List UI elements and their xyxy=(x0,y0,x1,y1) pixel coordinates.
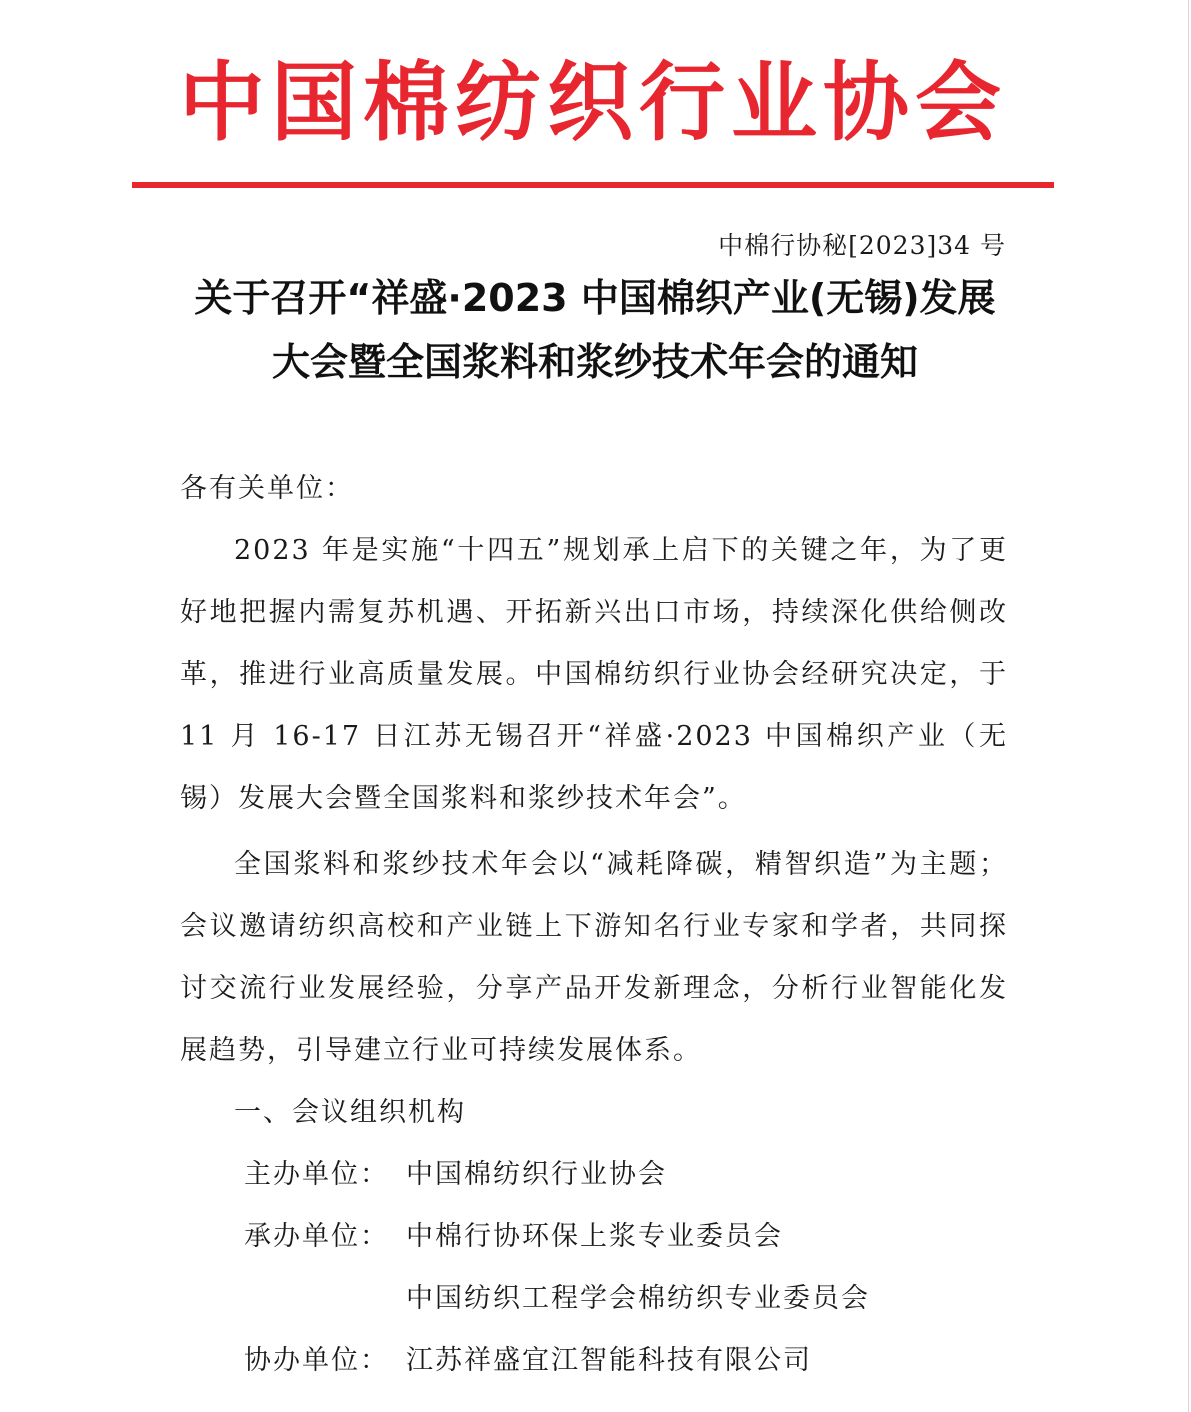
document-title: 关于召开“祥盛·2023 中国棉织产业(无锡)发展大会暨全国浆料和浆纱技术年会的通知 xyxy=(194,276,996,384)
letterhead-organization-name: 中国棉纺织行业协会 xyxy=(179,53,1007,153)
organizer-row xyxy=(180,1268,1008,1330)
body-paragraph: 全国浆料和浆纱技术年会以“减耗降碳，精智织造”为主题；会议邀请纺织高校和产业链上下游知名行业专家和学者，共同探讨交流行业发展经验，分享产品开发新理念，分析行业智能化发展趋势，引导建立行业可持续发展体系。 xyxy=(180,849,1008,1066)
co-organizer-value: 江苏祥盛宜江智能科技有限公司 xyxy=(406,1345,812,1376)
host-row xyxy=(180,1144,1008,1206)
host-label: 主办单位： xyxy=(244,1159,389,1190)
letterhead-red-rule xyxy=(132,182,1054,188)
co-organizer-row xyxy=(180,1330,1008,1392)
salutation: 各有关单位： xyxy=(180,473,354,504)
letterhead xyxy=(132,48,1054,158)
co-organizer-label: 协办单位： xyxy=(244,1345,389,1376)
page-edge-line xyxy=(1188,0,1189,1412)
organizer-value: 中棉行协环保上浆专业委员会 xyxy=(406,1221,783,1252)
document-body xyxy=(180,458,1008,1392)
body-paragraph: 2023 年是实施“十四五”规划承上启下的关键之年，为了更好地把握内需复苏机遇、开拓新兴出口市场，持续深化供给侧改革，推进行业高质量发展。中国棉纺织行业协会经研究决定，于 11 月 16-17 日江苏无锡召开“祥盛·2023 中国棉织产业（无锡）发展大会暨全国浆料和浆纱技术年会”。 xyxy=(180,535,1008,814)
organizer-row xyxy=(180,1206,1008,1268)
section-heading: 一、会议组织机构 xyxy=(234,1097,466,1128)
organizer-label: 承办单位： xyxy=(244,1221,389,1252)
organizer-value: 中国纺织工程学会棉纺织专业委员会 xyxy=(406,1283,870,1314)
host-value: 中国棉纺织行业协会 xyxy=(406,1159,667,1190)
document-number: 中棉行协秘[2023]34 号 xyxy=(718,231,1006,260)
